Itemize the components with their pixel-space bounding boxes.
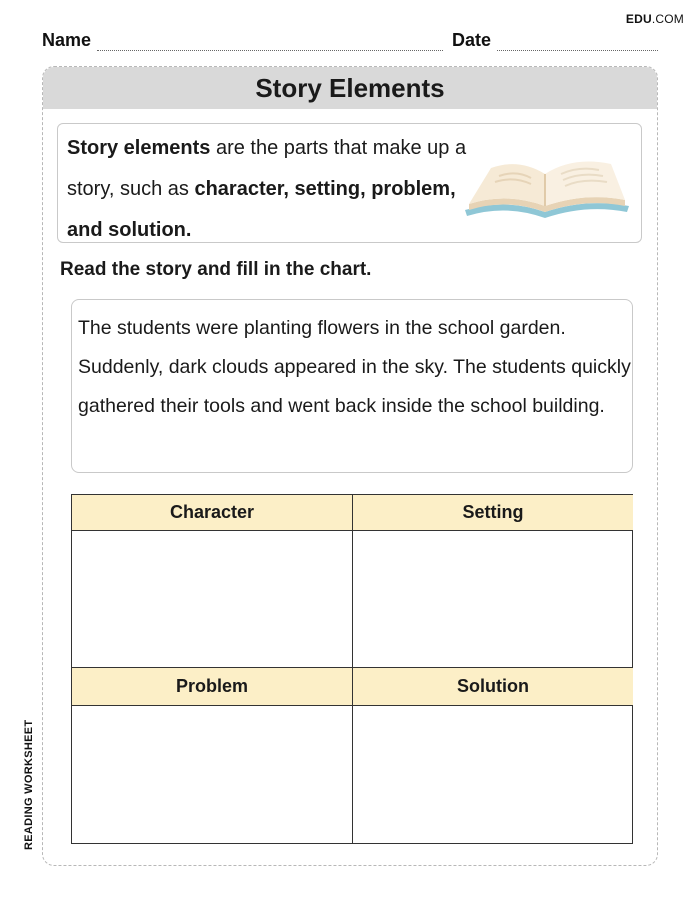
story-box xyxy=(71,299,633,473)
instruction-text: Read the story and fill in the chart. xyxy=(60,259,372,280)
header-solution: Solution xyxy=(353,668,633,706)
column-divider xyxy=(352,495,353,843)
setting-answer-cell[interactable] xyxy=(354,531,632,667)
brand-logo: EDU.COM xyxy=(625,12,684,26)
name-field[interactable] xyxy=(97,50,443,51)
character-answer-cell[interactable] xyxy=(72,531,351,667)
solution-answer-cell[interactable] xyxy=(354,707,632,842)
story-text: The students were planting flowers in the school garden. Suddenly, dark clouds appeared in the sky. The students quickly gathered their tools and went back inside the school building. xyxy=(78,317,631,417)
name-label: Name xyxy=(42,30,92,50)
definition-term: Story elements xyxy=(67,137,211,159)
date-field[interactable] xyxy=(497,50,658,51)
open-book-icon xyxy=(461,154,631,224)
definition-elements: character, setting, problem, and solution. xyxy=(67,178,456,241)
story-elements-chart xyxy=(71,494,633,844)
header-character: Character xyxy=(72,495,352,531)
definition-body: are the parts that make up a story, such as xyxy=(67,137,467,200)
definition-text xyxy=(67,128,467,251)
side-label: READING WORKSHEET xyxy=(23,719,35,850)
definition-box xyxy=(57,123,642,243)
header-setting: Setting xyxy=(353,495,633,531)
header-problem: Problem xyxy=(72,668,352,706)
problem-answer-cell[interactable] xyxy=(72,707,351,842)
date-label: Date xyxy=(452,30,492,50)
page-title: Story Elements xyxy=(43,67,657,109)
name-date-row xyxy=(42,30,658,54)
worksheet-panel xyxy=(42,66,658,866)
